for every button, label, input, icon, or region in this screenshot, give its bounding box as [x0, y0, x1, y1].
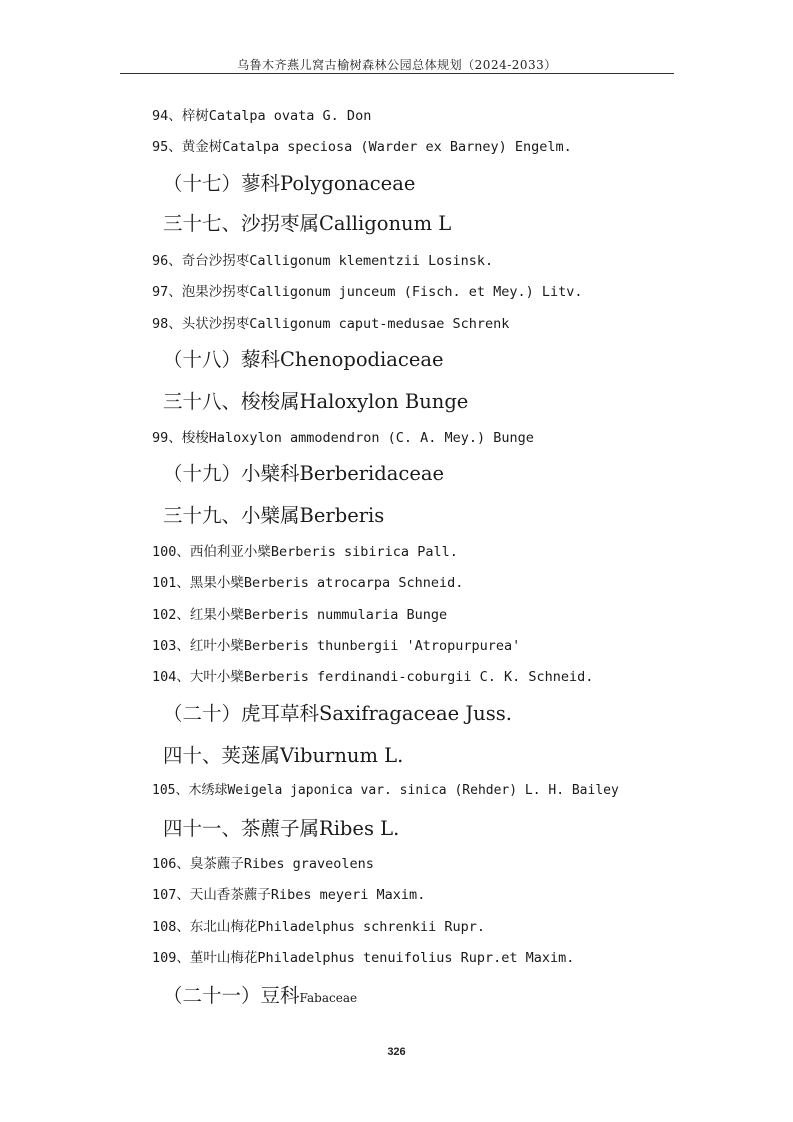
family-latin-name: Fabaceae: [299, 991, 358, 1005]
species-entry: [152, 603, 447, 623]
species-latin-name: Berberis nummularia Bunge: [243, 607, 448, 623]
species-latin-name: Calligonum caput-medusae Schrenk: [249, 316, 510, 332]
header-rule: [120, 73, 674, 74]
running-header: 乌鲁木齐燕儿窝古榆树森林公园总体规划（2024-2033）: [237, 58, 557, 72]
genus-cn-name: 三十七、沙拐枣属: [163, 212, 320, 235]
genus-heading: [163, 500, 384, 528]
species-entry: [152, 249, 493, 269]
species-cn-name: 107、天山香茶藨子: [152, 887, 271, 903]
family-heading: [163, 344, 444, 372]
genus-latin-name: Haloxylon Bunge: [299, 390, 469, 413]
family-heading: [163, 168, 415, 196]
species-entry: [152, 946, 574, 966]
species-latin-name: Haloxylon ammodendron (C. A. Mey.) Bunge: [208, 430, 534, 446]
genus-latin-name: Ribes L.: [319, 817, 400, 840]
species-cn-name: 99、梭梭: [152, 430, 209, 446]
species-entry: [152, 135, 572, 155]
genus-heading: [163, 208, 451, 236]
species-entry: [152, 540, 458, 560]
species-cn-name: 105、木绣球: [152, 783, 228, 798]
species-cn-name: 108、东北山梅花: [152, 919, 258, 935]
page-number: 326: [387, 1046, 406, 1058]
genus-latin-name: Berberis: [299, 504, 385, 527]
species-cn-name: 95、黄金树: [152, 139, 223, 155]
species-entry: [152, 280, 583, 300]
species-cn-name: 106、臭茶藨子: [152, 856, 244, 872]
species-cn-name: 100、西伯利亚小檗: [152, 544, 271, 560]
species-latin-name: Philadelphus tenuifolius Rupr.et Maxim.: [257, 950, 575, 966]
family-cn-name: （十七）蓼科: [163, 172, 281, 195]
species-entry: [152, 915, 485, 935]
species-latin-name: Calligonum junceum (Fisch. et Mey.) Litv.: [249, 284, 583, 300]
family-heading: [163, 698, 512, 726]
species-latin-name: Ribes meyeri Maxim.: [270, 887, 426, 903]
species-cn-name: 103、红叶小檗: [152, 638, 244, 654]
species-latin-name: Catalpa speciosa (Warder ex Barney) Engelm.: [222, 139, 572, 155]
species-latin-name: Berberis atrocarpa Schneid.: [243, 575, 464, 591]
family-latin-name: Chenopodiaceae: [280, 348, 444, 371]
family-cn-name: （十九）小檗科: [163, 462, 300, 485]
species-entry: [152, 312, 509, 332]
species-cn-name: 94、梓树: [152, 108, 209, 124]
species-latin-name: Catalpa ovata G. Don: [208, 108, 372, 124]
genus-cn-name: 三十九、小檗属: [163, 504, 300, 527]
family-cn-name: （十八）藜科: [163, 348, 281, 371]
species-entry: [152, 571, 463, 591]
species-entry: [152, 104, 371, 124]
family-latin-name: Berberidaceae: [299, 462, 445, 485]
species-cn-name: 98、头状沙拐枣: [152, 316, 250, 332]
species-cn-name: 96、奇台沙拐枣: [152, 253, 250, 269]
species-cn-name: 104、大叶小檗: [152, 669, 244, 685]
species-cn-name: 97、泡果沙拐枣: [152, 284, 250, 300]
genus-cn-name: 三十八、梭梭属: [163, 390, 300, 413]
family-cn-name: （二十）虎耳草科: [163, 702, 320, 725]
species-entry: [152, 665, 593, 685]
species-latin-name: Berberis ferdinandi-coburgii C. K. Schneid.: [243, 669, 594, 685]
species-latin-name: Ribes graveolens: [243, 856, 374, 872]
species-cn-name: 109、堇叶山梅花: [152, 950, 258, 966]
genus-cn-name: 四十一、茶藨子属: [163, 817, 320, 840]
genus-cn-name: 四十、荚蒾属: [163, 744, 281, 767]
species-latin-name: Berberis sibirica Pall.: [270, 544, 458, 560]
genus-latin-name: Viburnum L.: [280, 744, 404, 767]
genus-heading: [163, 740, 403, 768]
family-latin-name: Saxifragaceae Juss.: [319, 702, 512, 725]
species-entry: [152, 852, 374, 872]
family-heading: [163, 458, 444, 486]
species-entry: [152, 426, 534, 446]
species-latin-name: Philadelphus schrenkii Rupr.: [257, 919, 485, 935]
genus-heading: [163, 386, 468, 414]
species-latin-name: Calligonum klementzii Losinsk.: [249, 253, 494, 269]
species-latin-name: Berberis thunbergii 'Atropurpurea': [243, 638, 521, 654]
family-latin-name: Polygonaceae: [280, 172, 416, 195]
species-cn-name: 101、黑果小檗: [152, 575, 244, 591]
family-cn-name: （二十一）豆科: [163, 984, 300, 1007]
family-heading: [163, 980, 357, 1008]
species-entry: [152, 883, 425, 903]
species-entry: [152, 634, 520, 654]
species-cn-name: 102、红果小檗: [152, 607, 244, 623]
species-entry: [152, 779, 619, 798]
genus-latin-name: Calligonum L: [319, 212, 452, 235]
species-latin-name: Weigela japonica var. sinica (Rehder) L. H. Bailey: [227, 783, 619, 798]
genus-heading: [163, 813, 399, 841]
